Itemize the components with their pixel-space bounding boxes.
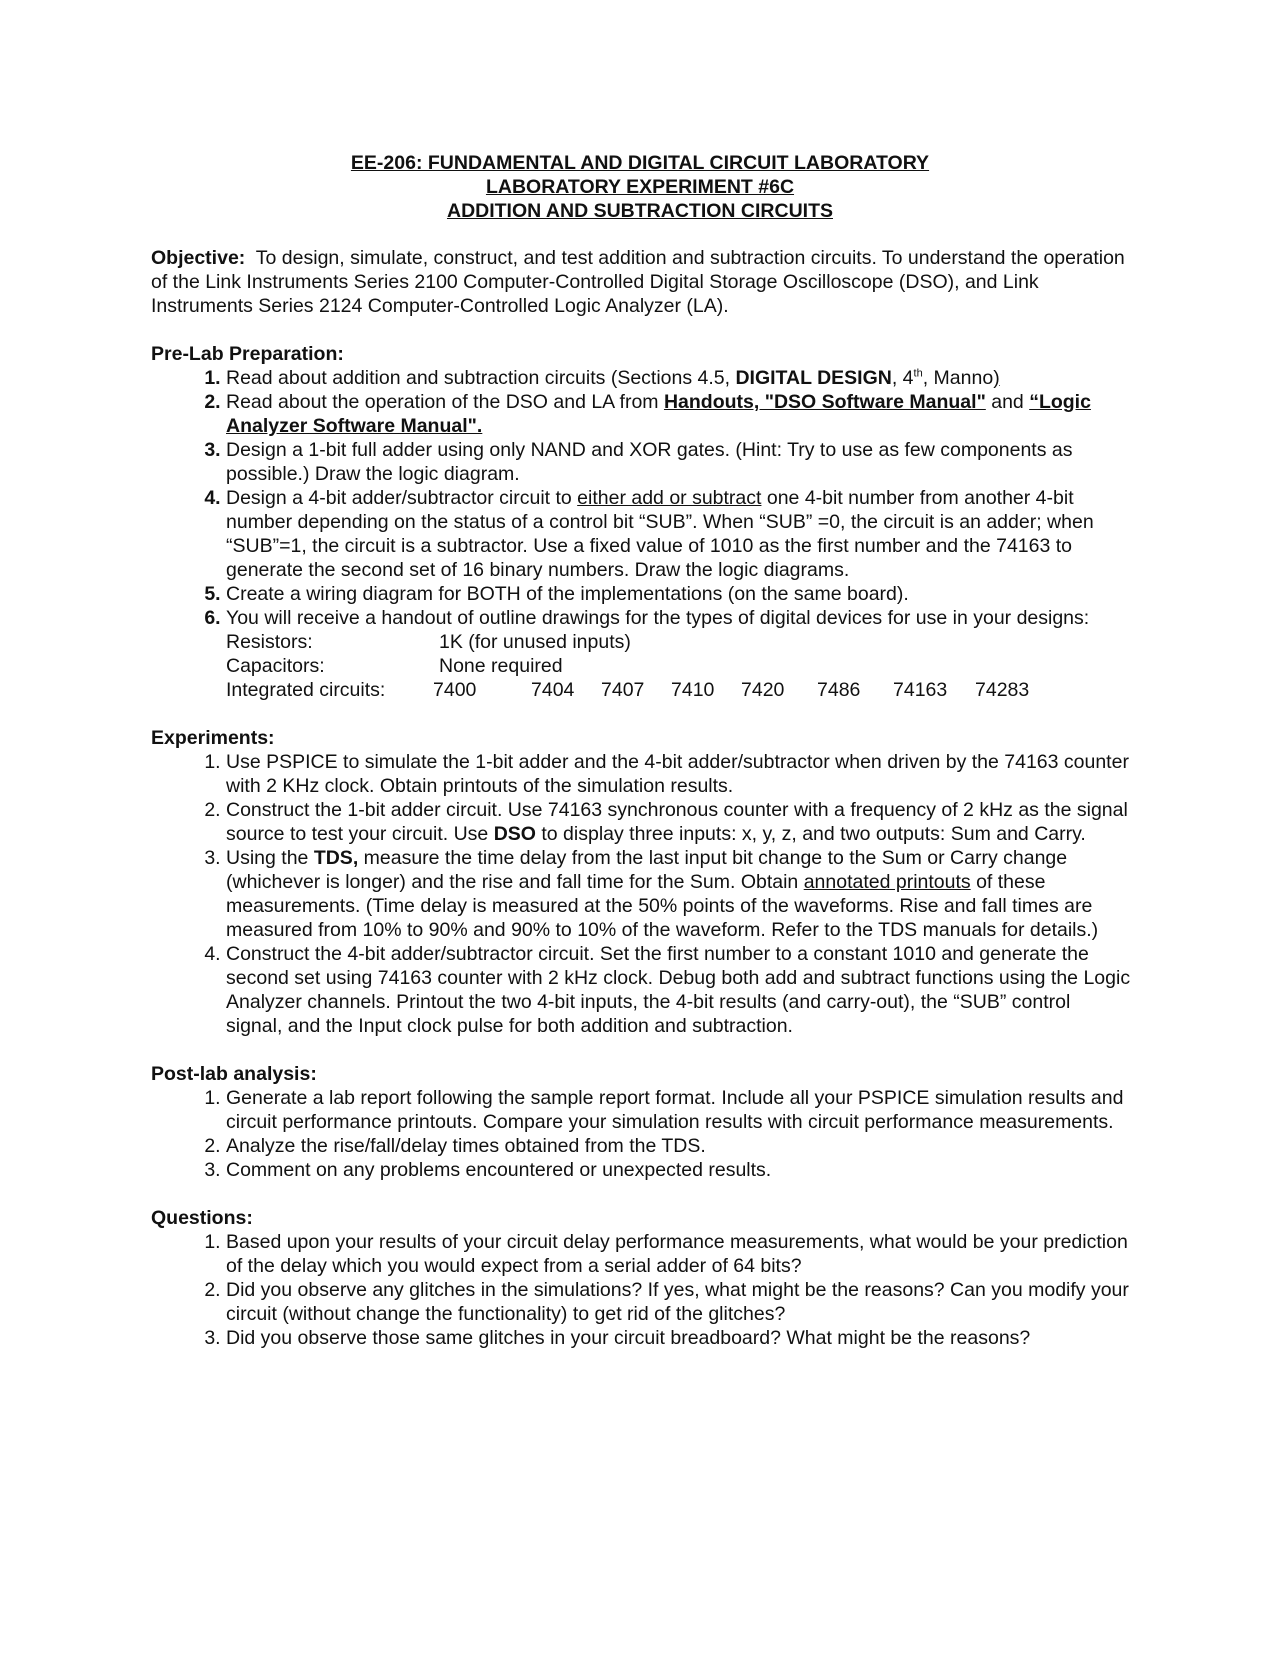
ics-label: Integrated circuits: [226, 679, 386, 701]
prelab-item-3-text: Design a 1-bit full adder using only NAND and XOR gates. (Hint: Try to use as few components as possible.) Draw the logic diagram. [226, 439, 1073, 485]
experiment-4-text: Construct the 4-bit adder/subtractor circuit. Set the first number to a constant 1010 and generate the second set using 74163 counter with 2 kHz clock. Debug both add and subtract functions using the Logic Analyzer channels. Printout the two 4-bit inputs, the 4-bit results (and carry-out), the “SUB” control signal, and the Input clock pulse for both addition and subtraction. [226, 943, 1131, 1037]
postlab-item: 3. Comment on any problems encountered or unexpected results. [226, 1158, 1131, 1182]
experiment-3-text: Using the [226, 847, 314, 869]
experiment-3-rest: of these measurements. (Time delay is measured at the 50% points of the waveforms. Rise and fall times are measured from 10% to 90% and 90% to 10% of the waveform. Refer to the TDS manuals for details.) [226, 871, 1099, 941]
prelab-item-1-text: Read about addition and subtraction circuits (Sections 4.5, [226, 367, 736, 389]
experiment-3-underlined: annotated printouts [803, 871, 971, 893]
ic-part: 7404 [531, 679, 575, 701]
objective-paragraph [151, 246, 1131, 318]
title-block [0, 151, 1280, 223]
prelab-item [226, 606, 1131, 702]
capacitors-value: None required [439, 655, 563, 677]
edition-superscript: th [913, 367, 923, 380]
prelab-item-2-and: and [985, 391, 1030, 413]
experiment-item [226, 942, 1131, 1038]
capacitors-label: Capacitors: [226, 655, 325, 677]
prelab-list [151, 366, 1131, 702]
prelab-item-6-text: You will receive a handout of outline drawings for the types of digital devices for use in your designs: [226, 607, 1090, 629]
prelab-item [226, 438, 1131, 486]
experiment-item [226, 846, 1131, 942]
ic-part: 7407 [601, 679, 645, 701]
questions-section [151, 1206, 1131, 1350]
objective-text: To design, simulate, construct, and test addition and subtraction circuits. To understand the operation of the Link Instruments Series 2100 Computer-Controlled Digital Storage Oscilloscope (DSO), and Link Instruments Series 2124 Computer-Controlled Logic Analyzer (LA). [151, 247, 1125, 317]
objective-label: Objective: [151, 247, 246, 269]
ic-part: 74283 [975, 679, 1030, 701]
resistors-row [226, 630, 1131, 654]
experiment-2-text: Construct the 1-bit adder circuit. Use 74163 synchronous counter with a frequency of 2 kHz as the signal source to test your circuit. Use [226, 799, 1128, 845]
experiment-item [226, 798, 1131, 846]
experiment-2-rest: to display three inputs: x, y, z, and two outputs: Sum and Carry. [535, 823, 1086, 845]
ic-part: 7410 [671, 679, 715, 701]
postlab-item: 1. Generate a lab report following the sample report format. Include all your PSPICE simulation results and circuit performance printouts. Compare your simulation results with circuit performance measurements. [226, 1086, 1131, 1134]
ic-part: 74163 [893, 679, 948, 701]
question-item: 2. Did you observe any glitches in the simulations? If yes, what might be the reasons? Can you modify your circuit (without change the functionality) to get rid of the glitches? [226, 1278, 1131, 1326]
prelab-item-5-text: Create a wiring diagram for BOTH of the implementations (on the same board). [226, 583, 909, 605]
ics-row [226, 678, 1131, 702]
experiment-1-text: Use PSPICE to simulate the 1-bit adder and the 4-bit adder/subtractor when driven by the 74163 counter with 2 KHz clock. Obtain printouts of the simulation results. [226, 751, 1129, 797]
la-manual-ref: “Logic Analyzer Software Manual". [226, 391, 1091, 437]
experiment-item [226, 750, 1131, 798]
question-item: 1. Based upon your results of your circuit delay performance measurements, what would be your prediction of the delay which you would expect from a serial adder of 64 bits? [226, 1230, 1131, 1278]
ic-part: 7486 [817, 679, 861, 701]
experiment-title: LABORATORY EXPERIMENT #6C [485, 176, 795, 198]
prelab-heading: Pre-Lab Preparation: [151, 343, 344, 365]
experiment-2-bold: DSO [493, 823, 536, 845]
prelab-item-4-underlined: either add or subtract [577, 487, 762, 509]
prelab-item-1-author: , Manno [922, 367, 994, 389]
postlab-section [151, 1062, 1131, 1182]
postlab-list [151, 1086, 1131, 1182]
prelab-item-1-paren: ) [993, 367, 1000, 389]
postlab-item: 2. Analyze the rise/fall/delay times obtained from the TDS. [226, 1134, 1131, 1158]
prelab-item-4-rest: one 4-bit number from another 4-bit number depending on the status of a control bit “SUB”. When “SUB” =0, the circuit is an adder; when “SUB”=1, the circuit is a subtractor. Use a fixed value of 1010 as the first number and the 74163 to generate the second set of 16 binary numbers. Draw the logic diagrams. [226, 487, 1094, 581]
resistors-value: 1K (for unused inputs) [439, 631, 631, 653]
postlab-heading: Post-lab analysis: [151, 1063, 317, 1085]
experiment-3-bold: TDS, [313, 847, 359, 869]
questions-heading: Questions: [151, 1207, 253, 1229]
prelab-item-2-text: Read about the operation of the DSO and LA from [226, 391, 664, 413]
ic-part: 7420 [741, 679, 785, 701]
prelab-item [226, 390, 1131, 438]
book-title: DIGITAL DESIGN [735, 367, 892, 389]
course-title: EE-206: FUNDAMENTAL AND DIGITAL CIRCUIT LABORATORY [350, 152, 930, 174]
dso-manual-ref: Handouts, "DSO Software Manual" [663, 391, 986, 413]
resistors-label: Resistors: [226, 631, 313, 653]
ic-part: 7400 [433, 679, 477, 701]
topic-title: ADDITION AND SUBTRACTION CIRCUITS [446, 200, 833, 222]
question-item: 3. Did you observe those same glitches in your circuit breadboard? What might be the reasons? [226, 1326, 1131, 1350]
prelab-item [226, 486, 1131, 582]
questions-list [151, 1230, 1131, 1350]
prelab-item [226, 366, 1131, 390]
capacitors-row [226, 654, 1131, 678]
prelab-item-4-text: Design a 4-bit adder/subtractor circuit to [226, 487, 578, 509]
experiments-section [151, 726, 1131, 1038]
prelab-item-1-edition: , 4 [891, 367, 914, 389]
document-body [151, 246, 1131, 1350]
experiments-heading: Experiments: [151, 727, 275, 749]
experiment-3-mid: measure the time delay from the last input bit change to the Sum or Carry change (whichever is longer) and the rise and fall time for the Sum. Obtain [226, 847, 1068, 893]
prelab-section [151, 342, 1131, 702]
experiments-list [151, 750, 1131, 1038]
prelab-item [226, 582, 1131, 606]
